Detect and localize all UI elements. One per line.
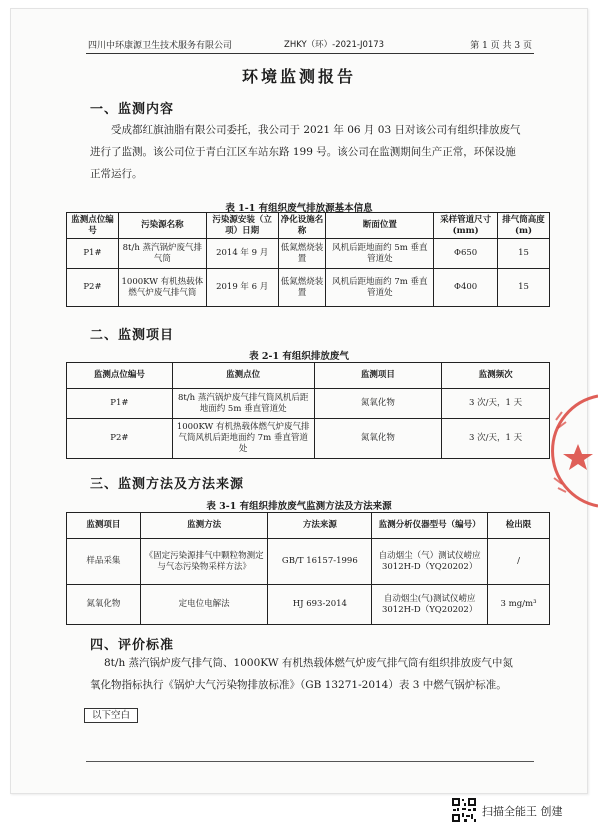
official-seal-stamp (548, 392, 598, 510)
report-number: ZHKY（环）-2021-J0173 (284, 40, 385, 50)
table-1-caption: 表 1-1 有组织废气排放源基本信息 (225, 203, 373, 214)
t3-cell: 氮氧化物 (67, 585, 141, 625)
t3-cell: / (488, 539, 550, 585)
section-4-line-1: 8t/h 蒸汽锅炉废气排气筒、1000KW 有机热载体燃气炉废气排气筒有组织排放废气中氮 (104, 657, 513, 669)
t1-cell: 风机后距地面约 5m 垂直管道处 (326, 239, 434, 269)
t2-cell: 8t/h 蒸汽锅炉废气排气筒风机后距地面约 5m 垂直管道处 (172, 389, 314, 419)
t3-cell: GB/T 16157-1996 (268, 539, 372, 585)
table-row (67, 389, 550, 419)
company-name: 四川中环康源卫生技术服务有限公司 (88, 41, 233, 51)
t3-cell: 定电位电解法 (140, 585, 268, 625)
t1-header-cell: 污染源名称 (118, 213, 206, 239)
table-row (67, 585, 550, 625)
t1-header-cell: 排气筒高度(m) (498, 213, 550, 239)
t1-cell: 1000KW 有机热载体燃气炉废气排气筒 (118, 269, 206, 307)
t1-header-cell: 采样管道尺寸(mm) (434, 213, 498, 239)
t1-cell: Φ400 (434, 269, 498, 307)
page-header (88, 38, 532, 52)
t1-header-cell: 断面位置 (326, 213, 434, 239)
table-row (67, 269, 550, 307)
section-heading-2: 二、监测项目 (90, 328, 175, 343)
t1-cell: 低氮燃烧装置 (278, 239, 326, 269)
t3-cell: HJ 693-2014 (268, 585, 372, 625)
t3-header-cell: 检出限 (488, 513, 550, 539)
t1-cell: 15 (498, 269, 550, 307)
qr-code-icon (451, 797, 477, 823)
section-heading-1: 一、监测内容 (90, 102, 175, 117)
section-1-line-3: 正常运行。 (90, 168, 143, 180)
t3-cell: 3 mg/m³ (488, 585, 550, 625)
table-3-caption: 表 3-1 有组织排放废气监测方法及方法来源 (206, 501, 392, 512)
t1-header-cell: 污染源安装（立项）日期 (206, 213, 278, 239)
t3-header-cell: 监测方法 (140, 513, 268, 539)
t2-header-cell: 监测点位编号 (67, 363, 173, 389)
t2-cell: 3 次/天，1 天 (442, 419, 550, 459)
scanner-watermark: 扫描全能王 创建 (482, 805, 563, 818)
table-row (67, 239, 550, 269)
table-2 (66, 362, 550, 459)
page-title: 环境监测报告 (241, 67, 356, 86)
t2-cell: 1000KW 有机热载体燃气炉废气排气筒风机后距地面约 7m 垂直管道处 (172, 419, 314, 459)
table-1 (66, 212, 550, 307)
t2-cell: 氮氧化物 (314, 419, 442, 459)
t1-cell: 15 (498, 239, 550, 269)
t3-cell: 样品采集 (67, 539, 141, 585)
t1-cell: 风机后距地面约 7m 垂直管道处 (326, 269, 434, 307)
t2-cell: 3 次/天，1 天 (442, 389, 550, 419)
t1-cell: P1# (67, 239, 119, 269)
t1-cell: 8t/h 蒸汽锅炉废气排气筒 (118, 239, 206, 269)
t1-cell: 低氮燃烧装置 (278, 269, 326, 307)
footer-divider (86, 761, 534, 762)
t2-cell: P1# (67, 389, 173, 419)
t2-header-cell: 监测频次 (442, 363, 550, 389)
t1-cell: P2# (67, 269, 119, 307)
section-1-line-2: 进行了监测。该公司位于青白江区车站东路 199 号。该公司在监测期间生产正常，环保设施 (90, 146, 516, 158)
table-row (67, 539, 550, 585)
t3-header-cell: 方法来源 (268, 513, 372, 539)
t2-header-cell: 监测项目 (314, 363, 442, 389)
t3-cell: 自动烟尘（气）测试仪崂应 3012H-D（YQ20202） (372, 539, 488, 585)
t3-header-cell: 监测分析仪器型号（编号） (372, 513, 488, 539)
t1-header-cell: 净化设施名称 (278, 213, 326, 239)
t1-cell: 2014 年 9 月 (206, 239, 278, 269)
section-1-line-1: 受成都红旗油脂有限公司委托，我公司于 2021 年 06 月 03 日对该公司有组织排放废气 (111, 124, 521, 136)
page-number: 第 1 页 共 3 页 (470, 41, 532, 51)
t2-header-cell: 监测点位 (172, 363, 314, 389)
table-3 (66, 512, 550, 625)
t1-header-cell: 监测点位编号 (67, 213, 119, 239)
header-divider (86, 53, 534, 54)
t3-header-cell: 监测项目 (67, 513, 141, 539)
table-2-caption: 表 2-1 有组织排放废气 (249, 351, 349, 362)
t1-cell: 2019 年 6 月 (206, 269, 278, 307)
t2-cell: 氮氧化物 (314, 389, 442, 419)
table-row (67, 419, 550, 459)
section-heading-3: 三、监测方法及方法来源 (90, 477, 245, 492)
blank-below-button[interactable]: 以下空白 (84, 708, 138, 723)
t3-cell: 自动烟尘(气)测试仪崂应 3012H-D（YQ20202） (372, 585, 488, 625)
t2-cell: P2# (67, 419, 173, 459)
section-heading-4: 四、评价标准 (90, 638, 175, 653)
t3-cell: 《固定污染源排气中颗粒物测定与气态污染物采样方法》 (140, 539, 268, 585)
section-4-line-2: 氧化物指标执行《锅炉大气污染物排放标准》（GB 13271-2014）表 3 中燃气锅炉标准。 (90, 679, 507, 691)
t1-cell: Φ650 (434, 239, 498, 269)
